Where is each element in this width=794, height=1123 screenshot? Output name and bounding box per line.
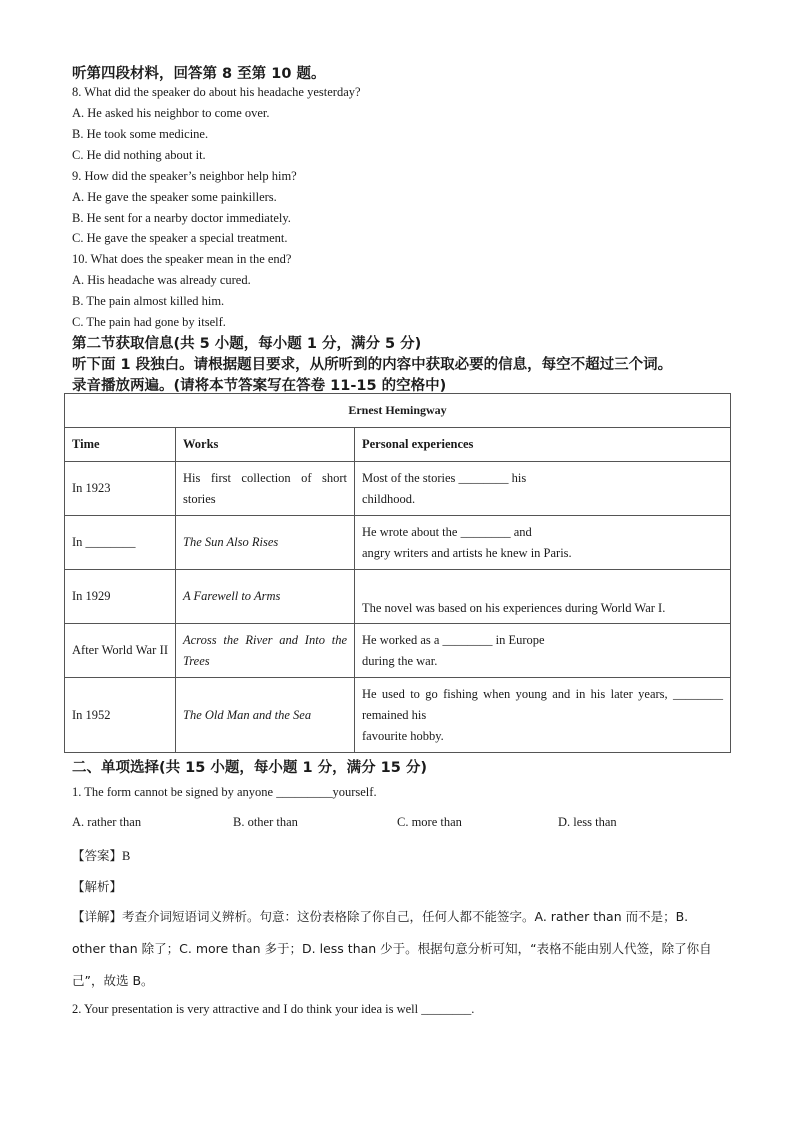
section2-instruction-1: 听下面 1 段独白。请根据题目要求，从所听到的内容中获取必要的信息，每空不超过三个词。 (72, 357, 673, 373)
part2-title: 二、单项选择(共 15 小题，每小题 1 分，满分 15 分) (72, 760, 427, 776)
answer-line (72, 846, 130, 864)
q8-option-b: B. He took some medicine. (72, 127, 209, 141)
analysis-label: 【解析】 (72, 879, 123, 894)
q9-option-a: A. He gave the speaker some painkillers. (72, 190, 277, 204)
cell-experience (355, 678, 731, 753)
cell-time: In 1929 (65, 570, 176, 624)
cell-time: In 1923 (65, 462, 176, 516)
experience-line-2: angry writers and artists he knew in Paris. (362, 545, 572, 560)
experience-line-1: He worked as a ________ in Europe (362, 632, 545, 647)
cell-works: The Old Man and the Sea (176, 678, 355, 753)
cell-works: The Sun Also Rises (176, 516, 355, 570)
table-row (65, 516, 731, 570)
q10-option-b: B. The pain almost killed him. (72, 294, 225, 308)
q9-option-c: C. He gave the speaker a special treatment. (72, 231, 288, 245)
question-1: 1. The form cannot be signed by anyone _________yourself. (72, 785, 377, 799)
q1-option-b: B. other than (233, 815, 298, 829)
table-row (65, 624, 731, 678)
header-time: Time (65, 428, 176, 462)
table-row (65, 678, 731, 753)
cell-time: After World War II (65, 624, 176, 678)
question-9: 9. How did the speaker’s neighbor help him? (72, 169, 297, 183)
cell-experience (355, 462, 731, 516)
q10-option-a: A. His headache was already cured. (72, 273, 251, 287)
experience-line-1: He wrote about the ________ and (362, 524, 532, 539)
question-8: 8. What did the speaker do about his headache yesterday? (72, 85, 361, 99)
experience-line-2: favourite hobby. (362, 728, 444, 743)
experience-line-2: during the war. (362, 653, 438, 668)
table-title: Ernest Hemingway (65, 394, 731, 428)
table-row (65, 570, 731, 624)
detail-paragraph (72, 901, 722, 997)
q8-option-c: C. He did nothing about it. (72, 148, 206, 162)
section2-title: 第二节获取信息(共 5 小题，每小题 1 分，满分 5 分) (72, 336, 422, 352)
answer-value: B (122, 849, 131, 863)
table-title-row (65, 394, 731, 428)
q8-option-a: A. He asked his neighbor to come over. (72, 106, 270, 120)
detail-text: 考查介词短语词义辨析。句意：这份表格除了你自己，任何人都不能签字。A. rather than 而不是；B. other than 除了；C. more than 多于；D. less than 少于。根据句意分析可知，“表格不能由别人代签，除了你自己”，故选 B。 (72, 909, 712, 988)
q1-option-c: C. more than (397, 815, 462, 829)
question-2: 2. Your presentation is very attractive and I do think your idea is well ________. (72, 1002, 475, 1016)
question-10: 10. What does the speaker mean in the end? (72, 252, 292, 266)
cell-works: A Farewell to Arms (176, 570, 355, 624)
experience-line-1: Most of the stories ________ his (362, 470, 527, 485)
experience-line-2: childhood. (362, 491, 416, 506)
q1-option-d: D. less than (558, 815, 617, 829)
cell-works: Across the River and Into the Trees (176, 624, 355, 678)
q1-option-a: A. rather than (72, 815, 142, 829)
cell-works: His first collection of short stories (176, 462, 355, 516)
experience-line-2: The novel was based on his experiences during World War I. (362, 601, 666, 615)
header-works: Works (176, 428, 355, 462)
cell-experience (355, 516, 731, 570)
cell-experience (355, 570, 731, 624)
q10-option-c: C. The pain had gone by itself. (72, 315, 226, 329)
cell-time: In ________ (65, 516, 176, 570)
table-row (65, 462, 731, 516)
q9-option-b: B. He sent for a nearby doctor immediately. (72, 211, 291, 225)
answer-label: 【答案】 (72, 848, 123, 863)
section4-title: 听第四段材料，回答第 8 至第 10 题。 (72, 66, 326, 82)
section2-instruction-2: 录音播放两遍。(请将本节答案写在答卷 11-15 的空格中) (72, 378, 447, 394)
table-header-row (65, 428, 731, 462)
cell-time: In 1952 (65, 678, 176, 753)
cell-experience (355, 624, 731, 678)
header-experiences: Personal experiences (355, 428, 731, 462)
detail-label: 【详解】 (72, 909, 123, 924)
experience-line-1: He used to go fishing when young and in his later years, ________ remained his (362, 686, 724, 722)
hemingway-table (64, 393, 731, 753)
